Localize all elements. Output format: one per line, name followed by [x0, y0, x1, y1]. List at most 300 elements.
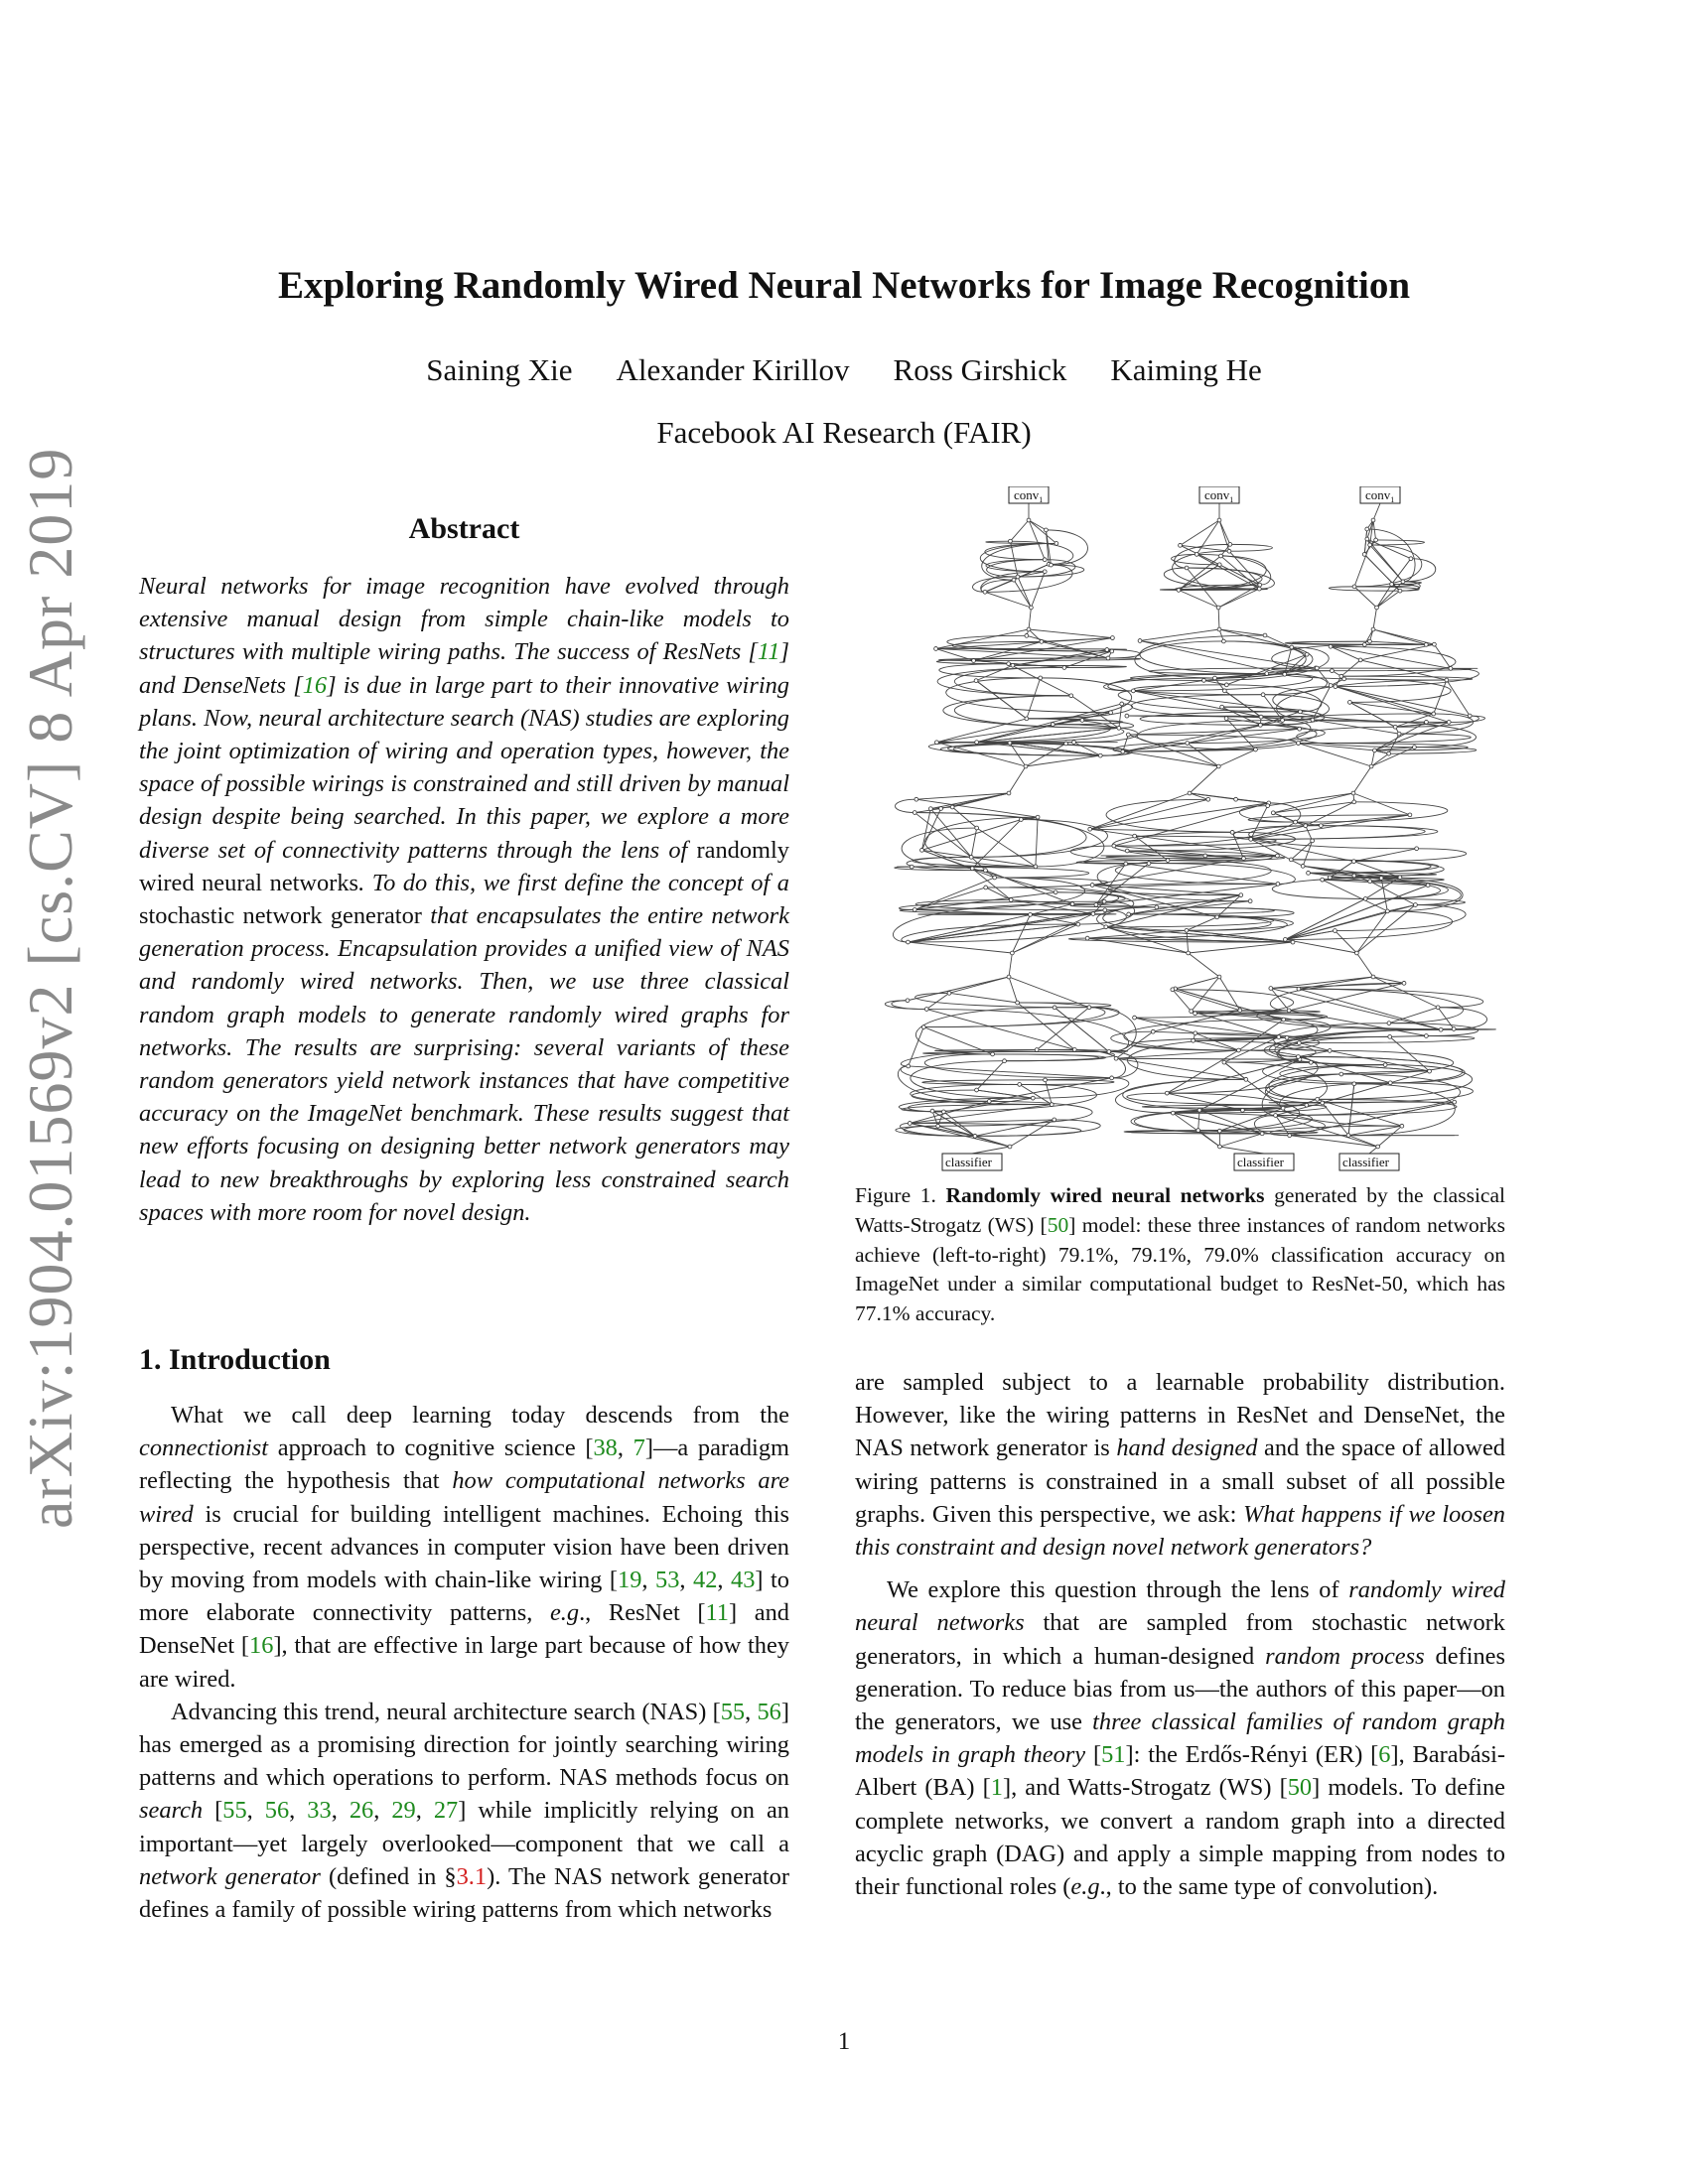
graph-node [975, 1088, 979, 1092]
graph-node [1111, 636, 1115, 640]
graph-node [1069, 694, 1073, 698]
graph-node [1283, 938, 1287, 942]
graph-edge [1009, 953, 1012, 977]
graph-node [1276, 883, 1280, 887]
graph-edge [1353, 849, 1416, 862]
graph-edge [972, 577, 1017, 592]
graph-node [1238, 1009, 1242, 1013]
graph-edge [908, 914, 1030, 942]
graph-node [1424, 642, 1428, 646]
abstract-body: Neural networks for image recognition have evolved through extensive manual design from simple chain-like models to structures with multiple wiring paths. The success of ResNets [11] and DenseNets [16] is due in large part to their innovative wiring plans. Now, neural architecture search (NAS) studies are exploring the joint optimization of wiring and operation types, however, the space of possible wirings is constrained and still driven by manual design despite being searched. In this paper, we explore a more diverse set of connectivity patterns through the lens of randomly wired neural networks. To do this, we first define the concept of a stochastic network generator that encapsulates the entire network generation process. Encapsulation provides a unified view of NAS and randomly wired networks. Then, we use three classical random graph models to generate randomly wired graphs for networks. The results are surprising: several variants of these random generators yield network instances that have competitive accuracy on the ImageNet benchmark. These results suggest that new efforts focusing on designing better network generators may lead to new breakthroughs by exploring less constrained search spaces with more room for novel design. [139, 573, 789, 1226]
graph-node [1234, 797, 1238, 801]
graph-node [1372, 749, 1376, 752]
citation-link[interactable]: 16 [302, 671, 328, 699]
graph-edge [1285, 898, 1365, 939]
graph-edge [1378, 1126, 1402, 1147]
graph-edge [952, 807, 977, 828]
graph-node [1401, 580, 1405, 584]
graph-node [969, 855, 973, 859]
graph-edge [1449, 716, 1484, 722]
graph-node [1283, 672, 1287, 676]
graph-edge [1219, 1134, 1262, 1147]
graph-node [1398, 876, 1402, 880]
figure-caption: Figure 1. Randomly wired neural networks generated by the classical Watts-Strogatz (WS) [50] model: these three instances of random networks achieve (left-to-right) 79.1%, 79.1%, 79.0% classification accuracy on ImageNet under a similar computational budget to ResNet-50, which has 77.1% accuracy. [855, 1183, 1505, 1326]
graph-edge [923, 1008, 1119, 1027]
graph-node [1352, 1082, 1356, 1086]
graph-edge [972, 1147, 1010, 1154]
citation-link[interactable]: 7 [633, 1434, 645, 1462]
graph-node [1194, 1031, 1197, 1035]
graph-edge [1188, 744, 1219, 766]
graph-edge [1373, 977, 1404, 983]
graph-node [1352, 800, 1356, 804]
graph-node [1185, 928, 1189, 932]
graph-node [1315, 666, 1319, 670]
graph-node [1294, 820, 1298, 824]
graph-edge [1236, 799, 1269, 803]
graph-node [934, 647, 938, 651]
graph-edge [1367, 529, 1415, 582]
graph-node [1027, 518, 1031, 522]
graph-edge [1189, 942, 1293, 953]
introduction-right-column: are sampled subject to a learnable probability distribution. However, like the wiring patterns in ResNet and DenseNet, the NAS network generator is hand designed and the space of allowed wiring patterns is constrained in a small subset of all possible graphs. Given this perspective, we ask: What happens if we loosen this constraint and design novel network generators? We explore this question through the lens of randomly wired neural networks that are sampled from stochastic network generators, in which a human-designed random process defines generation. To reduce bias from us—the authors of this paper—on the generators, we use three classical families of random graph models in graph theory [51]: the Erdős-Rényi (ER) [6], Barabási-Albert (BA) [1], and Watts-Strogatz (WS) [50] models. To define complete networks, we convert a random graph into a directed acyclic graph (DAG) and apply a simple mapping from nodes to their functional roles (e.g., to the same type of convolution). [855, 1369, 1505, 1901]
graph-node [1385, 909, 1389, 913]
graph-node [1365, 537, 1369, 541]
graph-node [1328, 876, 1332, 880]
graph-node [1024, 764, 1028, 768]
graph-edge [1187, 917, 1217, 930]
graph-edge [1203, 680, 1226, 684]
citation-link[interactable]: 51 [1101, 1741, 1126, 1769]
graph-node [1432, 712, 1436, 716]
graph-edge [1265, 635, 1307, 654]
graph-edge [1106, 895, 1241, 927]
graph-node [1126, 733, 1130, 737]
svg-text:classifier: classifier [1237, 1155, 1284, 1169]
graph-edge [1353, 793, 1410, 815]
graph-edge [1331, 686, 1470, 717]
graph-node [1379, 877, 1383, 881]
graph-edge [1280, 1083, 1402, 1126]
graph-node [987, 1099, 991, 1103]
graph-node [1031, 1096, 1035, 1100]
graph-node [1035, 1048, 1039, 1052]
citation-link[interactable]: 55 [222, 1797, 247, 1825]
graph-node [1244, 1077, 1248, 1081]
graph-node [1216, 764, 1220, 768]
graph-node [1011, 663, 1015, 667]
graph-node [1258, 723, 1262, 727]
graph-node [1228, 542, 1232, 546]
graph-node [1369, 764, 1373, 768]
graph-node [1297, 987, 1301, 991]
graph-node [1050, 563, 1054, 567]
graph-edge [1285, 911, 1387, 940]
graph-node [1453, 1100, 1457, 1104]
graph-node [1288, 1134, 1292, 1138]
graph-node [1103, 908, 1107, 912]
graph-node [1445, 678, 1449, 682]
graph-node [1036, 815, 1040, 819]
graph-node [941, 1110, 945, 1114]
graph-node [1054, 890, 1057, 894]
graph-edge [975, 1136, 1010, 1147]
graph-node [1352, 860, 1356, 864]
graph-node [1188, 791, 1192, 795]
graph-edge [1285, 931, 1335, 940]
graph-node [1192, 1038, 1196, 1042]
graph-edge [1087, 938, 1189, 953]
graph-node [1094, 902, 1098, 906]
graph-node [1433, 642, 1437, 646]
section-heading-introduction: 1. Introduction [139, 1343, 331, 1376]
graph-node [1043, 558, 1047, 562]
citation-link[interactable]: 43 [731, 1567, 756, 1594]
graph-node [1311, 718, 1315, 722]
graph-node [993, 876, 997, 880]
graph-node [1224, 683, 1228, 687]
graph-node [1127, 912, 1131, 916]
graph-edge [915, 1008, 1055, 1054]
graph-node [1043, 570, 1047, 574]
graph-node [1217, 627, 1221, 631]
graph-node [1287, 1009, 1291, 1013]
graph-node [1224, 717, 1228, 721]
graph-edge [1135, 1018, 1196, 1033]
author-name: Ross Girshick [893, 352, 1067, 387]
graph-node [924, 1008, 928, 1012]
graph-edge [1331, 646, 1360, 660]
graph-node [906, 999, 910, 1003]
graph-node [984, 886, 988, 889]
citation-link[interactable]: 29 [391, 1797, 416, 1825]
citation-link[interactable]: 11 [757, 638, 780, 666]
graph-node [1018, 1083, 1022, 1087]
graph-node [1203, 854, 1207, 858]
graph-edge [1218, 589, 1259, 608]
graph-node [1329, 684, 1333, 688]
graph-edge [1377, 591, 1400, 608]
graph-node [1155, 905, 1159, 909]
graph-node [1393, 725, 1397, 729]
graph-node [1351, 791, 1355, 795]
graph-node [1040, 639, 1044, 643]
graph-edge [1106, 799, 1232, 832]
citation-link[interactable]: 50 [1287, 1774, 1313, 1802]
graph-edge [1290, 1136, 1378, 1147]
graph-node [1085, 936, 1089, 940]
section-link[interactable]: 3.1 [456, 1862, 488, 1890]
graph-node [1008, 741, 1012, 745]
graph-node [1008, 1145, 1012, 1149]
graph-node [1109, 711, 1113, 715]
citation-link[interactable]: 1 [990, 1774, 1003, 1802]
graph-edge [993, 1054, 1106, 1061]
graph-node [1319, 824, 1323, 828]
graph-edge [1029, 520, 1056, 543]
graph-node [1402, 981, 1406, 985]
author-list [0, 352, 1688, 388]
graph-edge [1354, 587, 1376, 608]
graph-edge [1377, 584, 1392, 608]
graph-node [1311, 839, 1315, 843]
graph-edge [1276, 1115, 1290, 1135]
graph-node [1387, 1022, 1391, 1025]
graph-node [1230, 830, 1234, 834]
graph-node [1354, 951, 1358, 955]
graph-node [1289, 858, 1293, 862]
graph-node [1415, 847, 1419, 851]
graph-node [1195, 553, 1198, 557]
citation-link[interactable]: 56 [264, 1797, 290, 1825]
graph-node [1206, 797, 1210, 801]
graph-node [1197, 1108, 1201, 1112]
graph-edge [1123, 735, 1129, 751]
graph-node [1010, 951, 1014, 955]
graph-node [1090, 884, 1094, 887]
graph-node [1297, 1055, 1301, 1059]
graph-node [1221, 639, 1225, 643]
svg-text:conv1: conv$_1$ [1365, 487, 1395, 504]
graph-node [1426, 884, 1430, 887]
graph-edge [1390, 1035, 1427, 1036]
graph-node [1034, 865, 1038, 869]
graph-node [1371, 518, 1375, 522]
graph-edge [1219, 629, 1292, 647]
graph-node [1239, 893, 1243, 897]
graph-edge [1189, 953, 1219, 977]
graph-node [1045, 528, 1049, 532]
citation-link[interactable]: 53 [655, 1567, 680, 1594]
graph-node [1009, 539, 1013, 543]
graph-node [1269, 987, 1273, 991]
citation-link[interactable]: 11 [705, 1599, 729, 1627]
graph-node [1321, 1101, 1325, 1105]
graph-node [1080, 719, 1084, 723]
graph-edge [1029, 520, 1045, 560]
graph-node [1290, 645, 1294, 649]
graph-edge [1055, 1008, 1109, 1052]
graph-node [1187, 951, 1191, 955]
svg-text:classifier: classifier [945, 1155, 992, 1169]
graph-node [1299, 710, 1303, 714]
graph-node [1363, 896, 1367, 900]
graph-edge [937, 667, 1071, 695]
graph-edge [1298, 1050, 1330, 1056]
graph-node [1105, 648, 1109, 652]
graph-node [1007, 791, 1011, 795]
graph-edge [936, 743, 1132, 755]
graph-edge [1373, 503, 1380, 520]
graph-edge [1196, 1033, 1239, 1050]
affiliation: Facebook AI Research (FAIR) [656, 415, 1032, 450]
graph-edge [1290, 1102, 1455, 1136]
graph-node [1305, 1103, 1309, 1107]
svg-text:conv1: conv$_1$ [1014, 487, 1044, 504]
graph-edge [1336, 687, 1449, 723]
graph-node [1257, 587, 1261, 591]
graph-edge [1194, 1040, 1239, 1050]
graph-edge [1140, 629, 1219, 640]
graph-node [1007, 662, 1011, 666]
graph-edge [954, 696, 1119, 729]
graph-node [1365, 527, 1369, 531]
graph-node [1261, 693, 1265, 697]
graph-node [1107, 1050, 1111, 1054]
graph-edge [936, 743, 1122, 755]
citation-link[interactable]: 6 [1378, 1741, 1391, 1769]
graph-node [1375, 606, 1379, 610]
graph-edge [921, 809, 930, 851]
graph-node [1362, 642, 1366, 646]
classifier-output-box [942, 1154, 1002, 1170]
graph-node [1027, 627, 1031, 631]
graph-edge [1027, 678, 1041, 719]
graph-node [1449, 667, 1453, 671]
graph-node [1368, 639, 1372, 643]
citation-link[interactable]: 42 [693, 1567, 718, 1594]
graph-node [972, 659, 976, 663]
graph-node [1368, 880, 1372, 884]
graph-edge [1219, 565, 1260, 585]
graph-node [1436, 1006, 1440, 1010]
graph-node [921, 1025, 925, 1029]
graph-node [1346, 1134, 1350, 1138]
graph-edge [1029, 520, 1046, 530]
graph-node [1072, 741, 1076, 745]
graph-node [1334, 685, 1337, 689]
graph-edge [985, 592, 1031, 608]
graph-node [920, 848, 924, 852]
graph-edge [902, 828, 977, 869]
graph-edge [1353, 849, 1466, 862]
graph-node [1374, 538, 1378, 542]
graph-node [1334, 929, 1337, 933]
graph-edge [1018, 577, 1031, 608]
graph-edge [1173, 977, 1219, 990]
graph-node [1331, 669, 1335, 673]
graph-node [1276, 854, 1280, 858]
graph-node [1171, 1111, 1175, 1115]
graph-node [1316, 1097, 1320, 1101]
graph-edge [1438, 1008, 1454, 1029]
graph-edge [1115, 859, 1278, 885]
citation-link[interactable]: 27 [433, 1797, 459, 1825]
citation-link[interactable]: 16 [249, 1632, 274, 1660]
graph-edge [1299, 734, 1472, 743]
graph-node [1281, 719, 1285, 723]
graph-node [1425, 720, 1429, 724]
graph-node [1016, 575, 1020, 579]
graph-edge [1226, 654, 1307, 685]
graph-node [1102, 899, 1106, 903]
conv1-input-box [1009, 486, 1049, 504]
graph-node [1265, 672, 1269, 676]
graph-edge [1251, 806, 1268, 840]
graph-node [1171, 988, 1175, 992]
graph-node [1309, 1060, 1313, 1064]
classifier-output-box [1234, 1154, 1294, 1170]
graph-node [939, 807, 943, 811]
graph-node [973, 1134, 977, 1138]
graph-node [1053, 1118, 1056, 1122]
graph-edge [1373, 608, 1377, 629]
graph-node [1297, 1041, 1301, 1045]
graph-edge [1226, 719, 1255, 750]
graph-edge [949, 993, 1018, 1003]
citation-link[interactable]: 33 [307, 1797, 332, 1825]
graph-node [1114, 1056, 1118, 1060]
graph-edge [975, 1120, 1100, 1136]
abstract-heading: Abstract [408, 512, 520, 545]
graph-node [1409, 557, 1413, 561]
graph-edge [1020, 1080, 1114, 1085]
graph-node [1424, 1034, 1428, 1038]
author-name: Kaiming He [1110, 352, 1262, 387]
graph-edge [1272, 644, 1365, 668]
graph-node [1274, 1114, 1278, 1118]
svg-text:classifier: classifier [1342, 1155, 1389, 1169]
graph-node [1439, 1027, 1443, 1031]
graph-edge [1026, 755, 1100, 766]
graph-edge [914, 808, 940, 812]
graph-node [1258, 583, 1262, 587]
graph-node [1376, 1145, 1380, 1149]
graph-node [1259, 715, 1263, 719]
citation-link[interactable]: 38 [593, 1434, 618, 1462]
citation-link[interactable]: 26 [349, 1797, 374, 1825]
graph-edge [1014, 580, 1031, 608]
graph-node [908, 1122, 912, 1126]
graph-edge [924, 1054, 1111, 1078]
graph-node [1342, 677, 1346, 681]
conv1-input-box [1199, 486, 1239, 504]
graph-edge [1356, 953, 1373, 977]
graph-edge [975, 1120, 1055, 1136]
graph-edge [1218, 608, 1219, 629]
graph-edge [1116, 1050, 1238, 1058]
graph-node [1400, 1124, 1404, 1128]
graph-node [1242, 857, 1246, 861]
graph-edge [1012, 914, 1030, 953]
graph-node [913, 811, 916, 815]
graph-node [1260, 1132, 1264, 1136]
graph-node [1298, 727, 1302, 731]
graph-node [907, 1064, 911, 1068]
graph-edge [1251, 839, 1354, 861]
graph-node [1398, 589, 1402, 593]
graph-edge [1009, 766, 1026, 793]
graph-node [1217, 1129, 1221, 1133]
graph-node [1358, 658, 1362, 662]
graph-node [1044, 1078, 1048, 1082]
citation-link[interactable]: 19 [618, 1567, 642, 1594]
citation-link[interactable]: 50 [1047, 1212, 1069, 1237]
graph-node [930, 1109, 934, 1113]
citation-link[interactable]: 55 [720, 1698, 746, 1725]
graph-edge [1074, 1049, 1125, 1077]
graph-edge [1348, 1126, 1402, 1135]
citation-link[interactable]: 56 [757, 1698, 781, 1725]
graph-node [1216, 606, 1220, 610]
graph-node [1307, 871, 1311, 875]
graph-edge [1181, 520, 1219, 545]
arxiv-sidebar-stamp: arXiv:1904.01569v2 [cs.CV] 8 Apr 2019 [15, 447, 85, 1529]
graph-edge [926, 1010, 1128, 1052]
graph-node [1194, 1012, 1197, 1016]
graph-node [1217, 518, 1221, 522]
graph-node [1305, 652, 1309, 656]
